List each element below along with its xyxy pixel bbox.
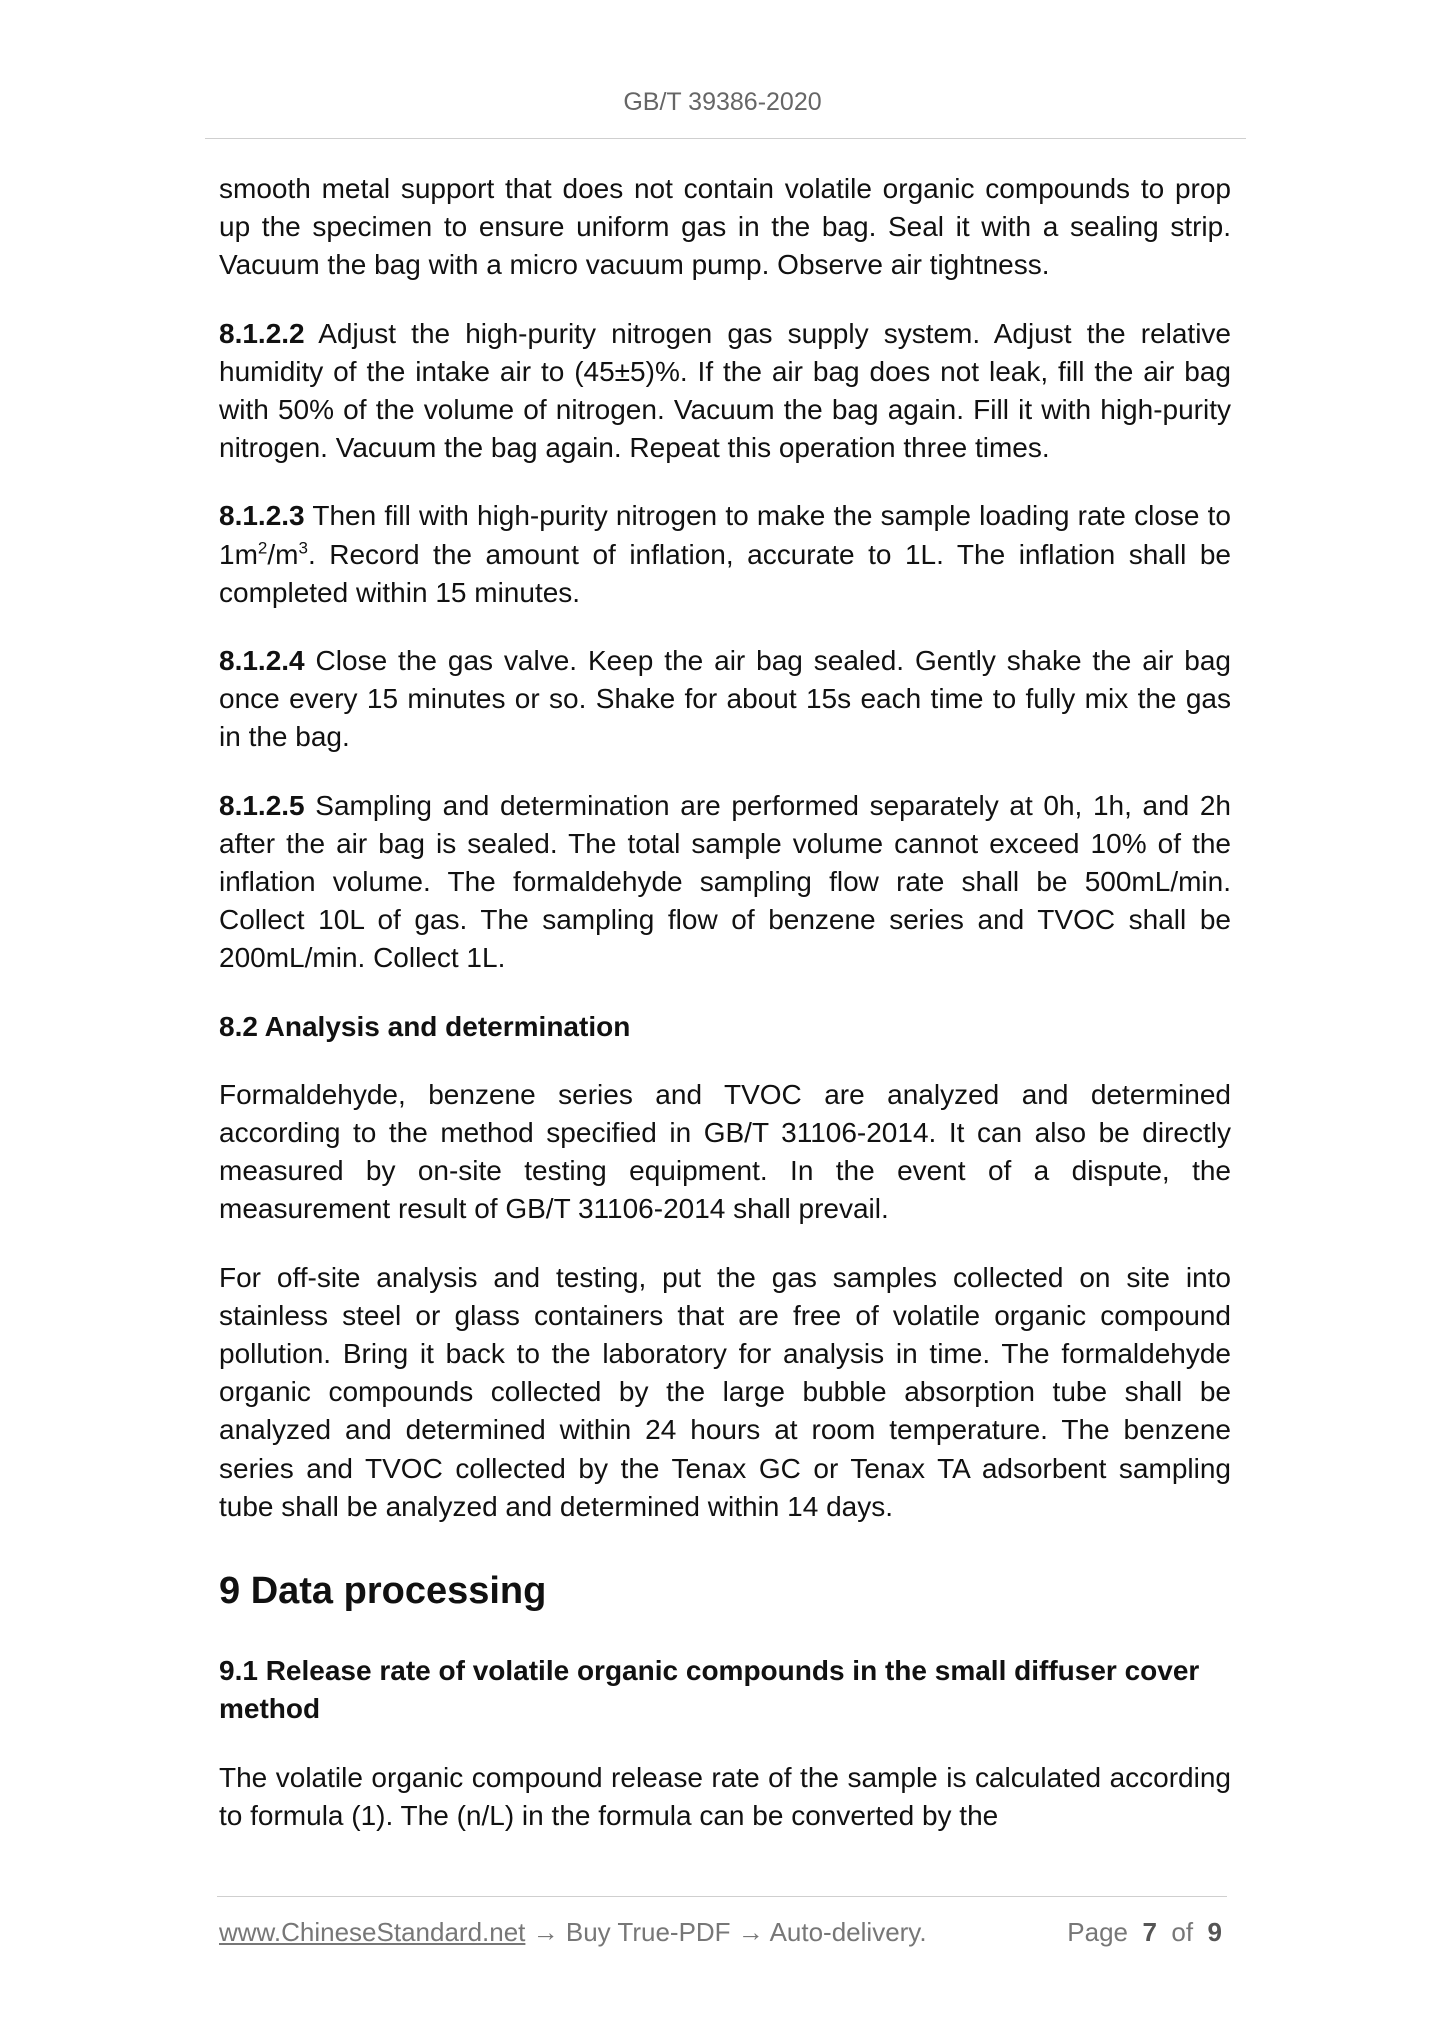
footer-divider xyxy=(217,1896,1227,1897)
footer-tagline: → Buy True-PDF → Auto-delivery. xyxy=(525,1917,927,1947)
clause-number: 8.1.2.3 xyxy=(219,500,305,532)
clause-8-1-2-4 xyxy=(219,642,1231,757)
clause-number: 8.1.2.5 xyxy=(219,789,305,821)
paragraph-continued: smooth metal support that does not contain volatile organic compounds to prop up the specimen to ensure uniform gas in the bag. Seal it with a sealing strip. Vacuum the bag with a micro vacuum pump. Observe air tightness. xyxy=(219,173,1231,281)
paragraph: The volatile organic compound release rate of the sample is calculated according to formula (1). The (n/L) in the formula can be converted by the xyxy=(219,1761,1231,1831)
clause-text: . Record the amount of inflation, accurate to 1L. The inflation shall be completed within 15 minutes. xyxy=(219,538,1231,608)
page-indicator: Page 7 of 9 xyxy=(1067,1917,1222,1947)
clause-8-1-2-2 xyxy=(219,315,1231,468)
clause-text: Then fill with high-purity nitrogen to make the sample loading rate close to 1m xyxy=(219,500,1231,570)
clause-text: Sampling and determination are performed separately at 0h, 1h, and 2h after the air bag is sealed. The total sample volume cannot exceed 10% of the inflation volume. The formaldehyde sampling flow rate shall be 500mL/min. Collect 10L of gas. The sampling flow of benzene series and TVOC shall be 200mL/min. Collect 1L. xyxy=(219,789,1231,974)
superscript: 2 xyxy=(257,538,268,558)
page-footer xyxy=(219,1916,1231,1948)
paragraph: Formaldehyde, benzene series and TVOC are analyzed and determined according to the method specified in GB/T 31106-2014. It can also be directly measured by on-site testing equipment. In the event of a dispute, the measurement result of GB/T 31106-2014 shall prevail. xyxy=(219,1078,1231,1225)
clause-number: 8.1.2.2 xyxy=(219,317,305,349)
clause-8-1-2-3 xyxy=(219,497,1231,612)
website-link[interactable]: www.ChineseStandard.net xyxy=(219,1917,526,1947)
section-heading-9-1: 9.1 Release rate of volatile organic compounds in the small diffuser cover method xyxy=(219,1655,1200,1725)
superscript: 3 xyxy=(298,538,308,558)
section-heading-8-2: 8.2 Analysis and determination xyxy=(219,1010,631,1042)
header-divider xyxy=(205,138,1246,139)
clause-text: Close the gas valve. Keep the air bag sealed. Gently shake the air bag once every 15 minutes or so. Shake for about 15s each time to fully mix the gas in the bag. xyxy=(219,645,1231,753)
running-header: GB/T 39386-2020 xyxy=(623,88,822,116)
clause-8-1-2-5 xyxy=(219,787,1231,978)
total-pages: 9 xyxy=(1207,1917,1222,1947)
clause-text: Adjust the high-purity nitrogen gas supply system. Adjust the relative humidity of the intake air to (45±5)%. If the air bag does not leak, fill the air bag with 50% of the volume of nitrogen. Vacuum the bag again. Fill it with high-purity nitrogen. Vacuum the bag again. Repeat this operation three times. xyxy=(219,317,1231,464)
paragraph: For off-site analysis and testing, put the gas samples collected on site into stainless steel or glass containers that are free of volatile organic compound pollution. Bring it back to the laboratory for analysis in time. The formaldehyde organic compounds collected by the large bubble absorption tube shall be analyzed and determined within 24 hours at room temperature. The benzene series and TVOC collected by the Tenax GC or Tenax TA adsorbent sampling tube shall be analyzed and determined within 14 days. xyxy=(219,1261,1231,1522)
current-page: 7 xyxy=(1142,1917,1157,1947)
chapter-heading-9: 9 Data processing xyxy=(219,1570,547,1613)
document-body xyxy=(219,170,1231,1865)
clause-number: 8.1.2.4 xyxy=(219,645,305,677)
clause-text: /m xyxy=(267,538,299,570)
